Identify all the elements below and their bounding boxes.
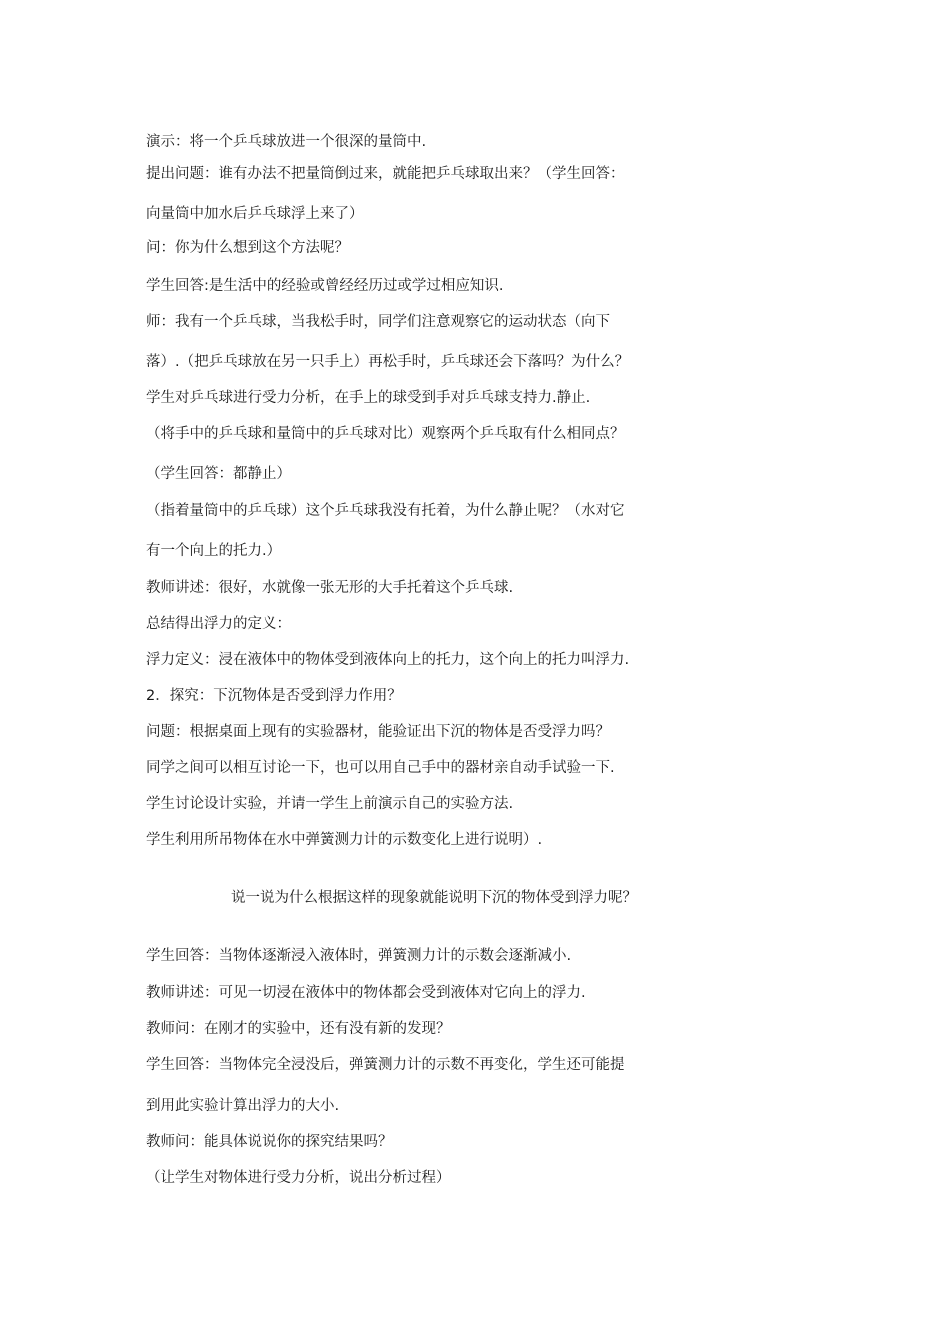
text-line: 向量筒中加水后乒乓球浮上来了） <box>146 206 364 222</box>
text-line: 总结得出浮力的定义： <box>146 616 291 632</box>
text-line: 学生讨论设计实验，并请一学生上前演示自己的实验方法. <box>146 796 514 812</box>
text-line: 落）.（把乒乓球放在另一只手上）再松手时，乒乓球还会下落吗？为什么？ <box>146 354 630 370</box>
text-line: （学生回答：都静止） <box>146 466 291 482</box>
text-line: 教师讲述：可见一切浸在液体中的物体都会受到液体对它向上的浮力. <box>146 985 586 1001</box>
text-line: 问：你为什么想到这个方法呢？ <box>146 240 349 256</box>
text-line: 提出问题：谁有办法不把量筒倒过来，就能把乒乓球取出来？（学生回答： <box>146 166 625 182</box>
text-line: 浮力定义：浸在液体中的物体受到液体向上的托力，这个向上的托力叫浮力. <box>146 652 630 668</box>
text-line: （将手中的乒乓球和量筒中的乒乓球对比）观察两个乒乓取有什么相同点？ <box>146 426 625 442</box>
text-line: 到用此实验计算出浮力的大小. <box>146 1098 340 1114</box>
text-line: 演示：将一个乒乓球放进一个很深的量筒中. <box>146 134 427 150</box>
text-line: 教师问：能具体说说你的探究结果吗？ <box>146 1134 393 1150</box>
text-line: 师：我有一个乒乓球，当我松手时，同学们注意观察它的运动状态（向下 <box>146 314 610 330</box>
text-line: 教师讲述：很好，水就像一张无形的大手托着这个乒乓球. <box>146 580 514 596</box>
text-line: 学生对乒乓球进行受力分析，在手上的球受到手对乒乓球支持力.静止. <box>146 390 591 406</box>
text-line: （让学生对物体进行受力分析，说出分析过程） <box>146 1170 451 1186</box>
text-line: 有一个向上的托力.） <box>146 543 282 559</box>
text-line: 2．探究：下沉物体是否受到浮力作用？ <box>146 688 402 704</box>
text-line: （指着量筒中的乒乓球）这个乒乓球我没有托着，为什么静止呢？（水对它 <box>146 503 625 519</box>
text-line: 说一说为什么根据这样的现象就能说明下沉的物体受到浮力呢？ <box>231 890 637 906</box>
text-line: 学生利用所吊物体在水中弹簧测力计的示数变化上进行说明）. <box>146 832 543 848</box>
text-line: 学生回答：当物体完全浸没后，弹簧测力计的示数不再变化，学生还可能提 <box>146 1057 625 1073</box>
text-line: 问题：根据桌面上现有的实验器材，能验证出下沉的物体是否受浮力吗？ <box>146 724 610 740</box>
text-line: 同学之间可以相互讨论一下，也可以用自己手中的器材亲自动手试验一下. <box>146 760 615 776</box>
text-line: 教师问：在刚才的实验中，还有没有新的发现？ <box>146 1021 451 1037</box>
text-line: 学生回答：当物体逐渐浸入液体时，弹簧测力计的示数会逐渐减小. <box>146 948 572 964</box>
text-line: 学生回答:是生活中的经验或曾经经历过或学过相应知识. <box>146 278 504 294</box>
